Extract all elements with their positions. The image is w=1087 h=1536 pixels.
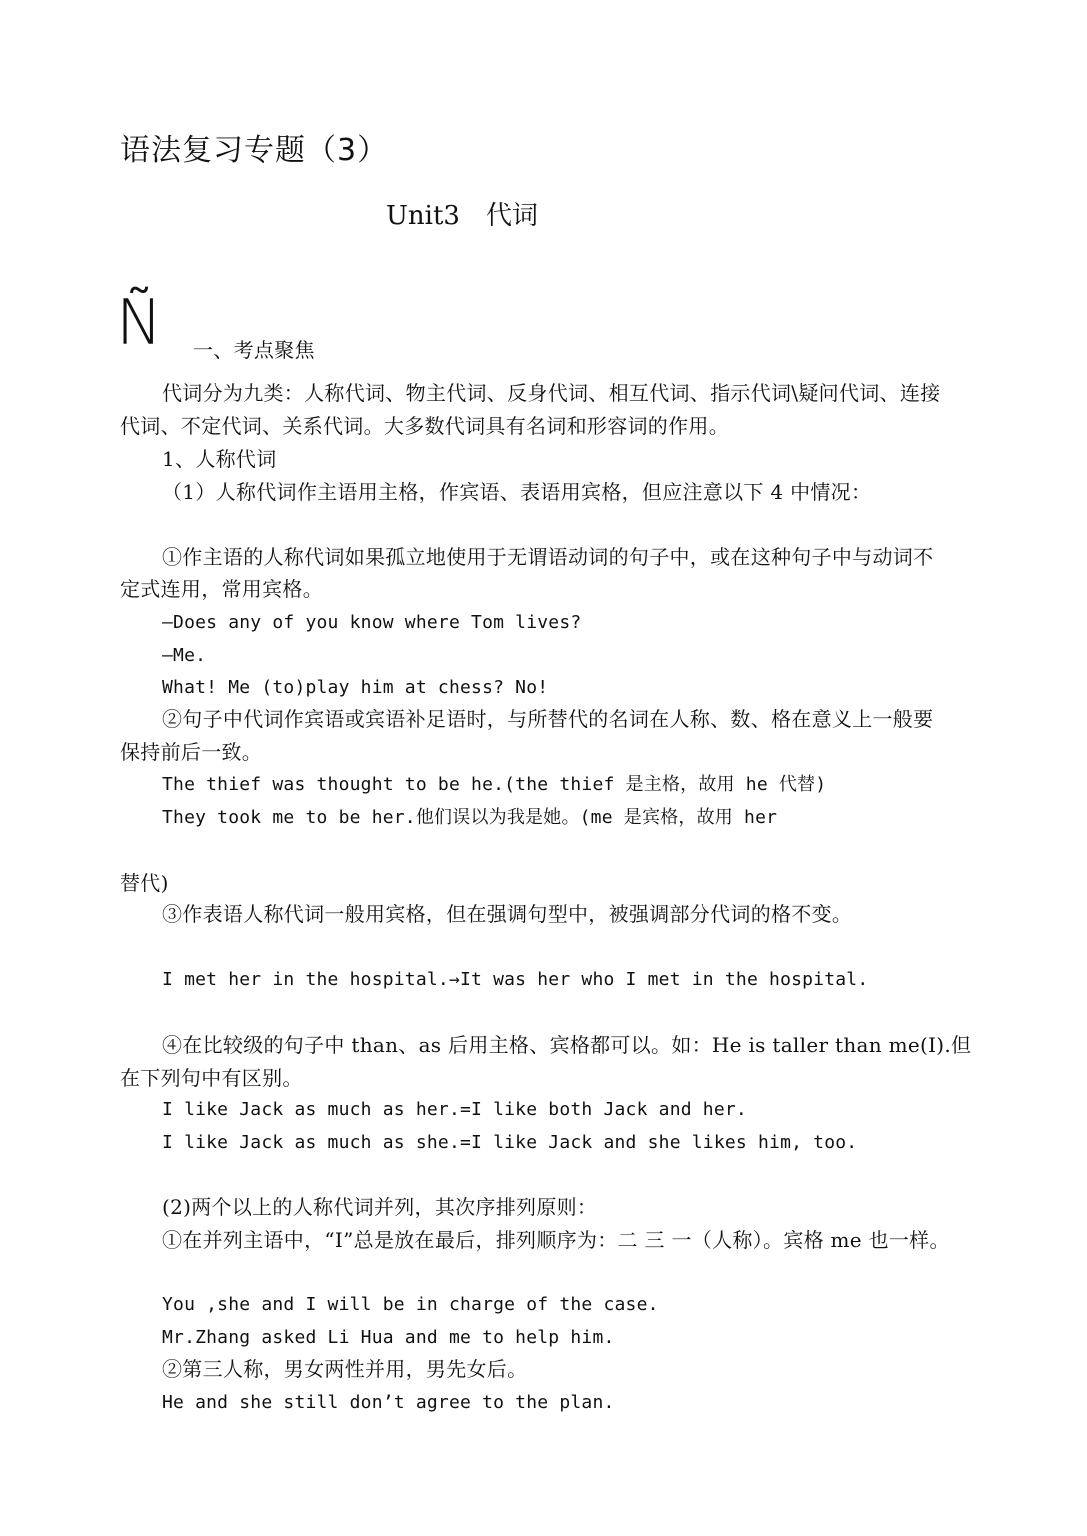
point-5: ①在并列主语中，“I”总是放在最后，排列顺序为：二 三 一（人称）。宾格 me 也一样。 — [162, 1228, 950, 1252]
subheading-personal-pronouns: 1、人称代词 — [162, 447, 277, 471]
example-6: I met her in the hospital.→It was her who I met in the hospital. — [162, 969, 869, 990]
example-2: —Me. — [162, 645, 207, 666]
example-4: The thief was thought to be he.(the thief 是主格，故用 he 代替) — [162, 774, 827, 795]
section-heading: 一、考点聚焦 — [193, 338, 315, 362]
example-1: —Does any of you know where Tom lives? — [162, 612, 582, 633]
intro-line-2: 代词、不定代词、关系代词。大多数代词具有名词和形容词的作用。 — [120, 414, 729, 438]
example-7: I like Jack as much as her.=I like both Jack and her. — [162, 1099, 747, 1120]
rule-2: (2)两个以上的人称代词并列，其次序排列原则： — [162, 1195, 598, 1219]
example-11: He and she still don’t agree to the plan. — [162, 1392, 615, 1413]
point-3: ③作表语人称代词一般用宾格，但在强调句型中，被强调部分代词的格不变。 — [162, 902, 853, 926]
point-1-line-1: ①作主语的人称代词如果孤立地使用于无谓语动词的句子中，或在这种句子中与动词不 — [162, 545, 934, 569]
point-1-line-2: 定式连用，常用宾格。 — [120, 577, 323, 601]
example-8: I like Jack as much as she.=I like Jack and she likes him, too. — [162, 1132, 858, 1153]
point-2-line-1: ②句子中代词作宾语或宾语补足语时，与所替代的名词在人称、数、格在意义上一般要 — [162, 707, 934, 731]
example-5: They took me to be her.他们误以为我是她。(me 是宾格，故用 her — [162, 807, 778, 828]
example-5-continued: 替代) — [120, 871, 169, 895]
point-4-line-2: 在下列句中有区别。 — [120, 1066, 303, 1090]
example-9: You ,she and I will be in charge of the case. — [162, 1294, 659, 1315]
point-6: ②第三人称，男女两性并用，男先女后。 — [162, 1357, 528, 1381]
example-3: What! Me (to)play him at chess? No! — [162, 677, 549, 698]
unit-subtitle: Unit3 代词 — [386, 201, 538, 231]
point-2-line-2: 保持前后一致。 — [120, 740, 263, 764]
page-title: 语法复习专题（3） — [120, 133, 389, 168]
point-4-line-1: ④在比较级的句子中 than、as 后用主格、宾格都可以。如：He is taller than me(I).但 — [162, 1033, 972, 1057]
decorative-glyph: Ñ — [116, 286, 163, 359]
rule-1: （1）人称代词作主语用主格，作宾语、表语用宾格，但应注意以下 4 中情况： — [162, 480, 872, 504]
example-10: Mr.Zhang asked Li Hua and me to help him. — [162, 1327, 615, 1348]
intro-line-1: 代词分为九类：人称代词、物主代词、反身代词、相互代词、指示代词\疑问代词、连接 — [162, 381, 941, 405]
